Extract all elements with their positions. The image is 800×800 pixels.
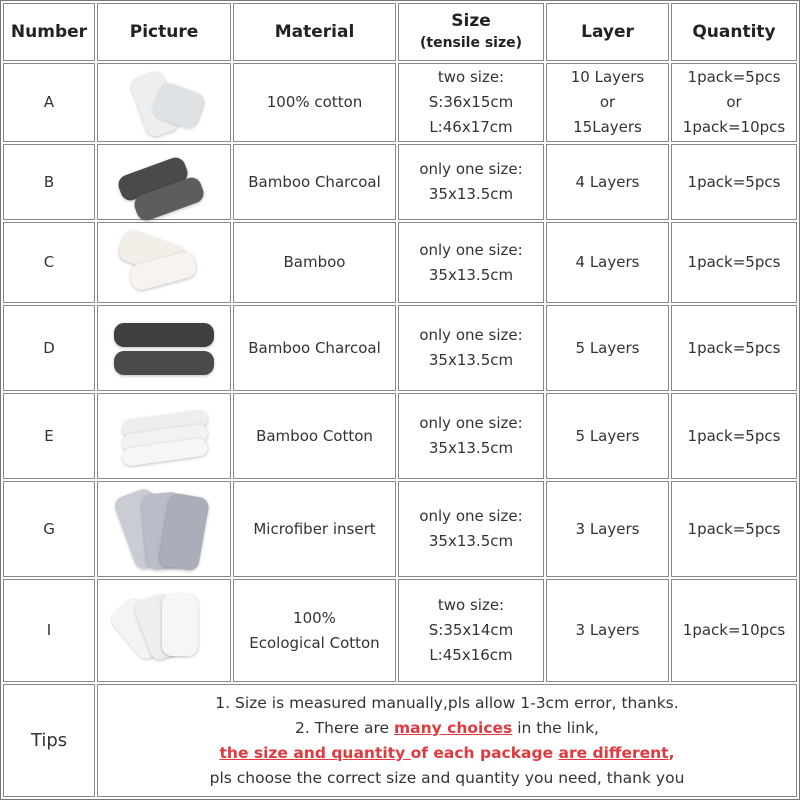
size-line: only one size:	[419, 160, 523, 179]
product-image-charcoal-insert	[98, 146, 230, 218]
product-picture	[97, 63, 231, 142]
product-picture	[97, 305, 231, 391]
layer-line: 3 Layers	[575, 519, 640, 538]
size-line: only one size:	[419, 414, 523, 433]
material-line: 100% cotton	[266, 93, 363, 112]
size-line: S:35x14cm	[428, 621, 514, 640]
quantity	[671, 144, 797, 220]
insert-shape	[114, 323, 214, 347]
quantity-line: 1pack=5pcs	[687, 172, 781, 191]
quantity	[671, 305, 797, 391]
header-size-sub: (tensile size)	[419, 35, 523, 52]
row-number: C	[3, 222, 95, 303]
header-layer: Layer	[546, 3, 669, 61]
material	[233, 393, 396, 479]
product-image-gathered-charcoal-insert	[98, 307, 230, 389]
layer-line: or	[599, 93, 616, 112]
row-number: G	[3, 481, 95, 577]
product-image-ecological-cotton-insert-fan	[98, 580, 230, 681]
material	[233, 481, 396, 577]
tip-text: 2. There are	[294, 718, 395, 737]
size-line: 35x13.5cm	[428, 532, 514, 551]
layer	[546, 393, 669, 479]
tips-label: Tips	[3, 684, 95, 797]
table-row	[3, 579, 797, 682]
tip-text: in the link,	[512, 718, 599, 737]
layer-line: 5 Layers	[575, 338, 640, 357]
table-row	[3, 481, 797, 577]
quantity	[671, 63, 797, 142]
quantity	[671, 222, 797, 303]
material-line: Bamboo Charcoal	[248, 338, 381, 357]
size	[398, 393, 544, 479]
header-size	[398, 3, 544, 61]
layer-line: 15Layers	[573, 118, 642, 137]
tip-highlight: ,	[668, 743, 675, 762]
material-line: Ecological Cotton	[249, 633, 380, 652]
quantity	[671, 393, 797, 479]
quantity-line: 1pack=10pcs	[682, 621, 786, 640]
table-row	[3, 63, 797, 142]
product-image-bamboo-cotton-insert-stack	[98, 395, 230, 477]
header-material: Material	[233, 3, 396, 61]
tip-highlight: the size and quantity	[219, 743, 411, 762]
size-line: 35x13.5cm	[428, 351, 514, 370]
table-row	[3, 222, 797, 303]
material	[233, 305, 396, 391]
product-picture	[97, 222, 231, 303]
quantity-line: 1pack=10pcs	[682, 118, 786, 137]
layer	[546, 579, 669, 682]
tip-line-4: pls choose the correct size and quantity you need, thank you	[209, 768, 685, 787]
header-number: Number	[3, 3, 95, 61]
tip-highlight: many choices	[394, 718, 513, 737]
tip-line-1: 1. Size is measured manually,pls allow 1-3cm error, thanks.	[215, 693, 679, 712]
table-row	[3, 144, 797, 220]
size-line: S:36x15cm	[428, 93, 514, 112]
layer	[546, 222, 669, 303]
product-image-bamboo-insert	[98, 224, 230, 301]
layer	[546, 305, 669, 391]
material-line: Bamboo Charcoal	[248, 172, 381, 191]
material	[233, 222, 396, 303]
size-line: L:46x17cm	[429, 118, 513, 137]
product-picture	[97, 144, 231, 220]
size-line: two size:	[437, 596, 505, 615]
header-row	[3, 3, 797, 61]
size-line: 35x13.5cm	[428, 185, 514, 204]
product-image-white-cotton-insert	[98, 65, 230, 140]
quantity-line: 1pack=5pcs	[687, 426, 781, 445]
table-row	[3, 305, 797, 391]
header-picture: Picture	[97, 3, 231, 61]
product-picture	[97, 579, 231, 682]
material	[233, 63, 396, 142]
layer-line: 3 Layers	[575, 621, 640, 640]
row-number: E	[3, 393, 95, 479]
material	[233, 579, 396, 682]
size-line: 35x13.5cm	[428, 439, 514, 458]
layer	[546, 144, 669, 220]
material	[233, 144, 396, 220]
size-line: L:45x16cm	[429, 646, 513, 665]
size-line: 35x13.5cm	[428, 265, 514, 284]
size-line: two size:	[437, 68, 505, 87]
insert-shape	[114, 351, 214, 375]
product-image-microfiber-insert-fan	[98, 483, 230, 575]
tip-highlight: of each package	[410, 743, 559, 762]
quantity-line: or	[726, 93, 742, 112]
product-picture	[97, 393, 231, 479]
size	[398, 222, 544, 303]
tip-line-3	[98, 741, 796, 766]
material-line: 100%	[293, 608, 336, 627]
tips-content	[97, 684, 797, 797]
size	[398, 579, 544, 682]
table-row	[3, 393, 797, 479]
quantity-line: 1pack=5pcs	[687, 338, 781, 357]
layer	[546, 63, 669, 142]
size-line: only one size:	[419, 240, 523, 259]
layer	[546, 481, 669, 577]
layer-line: 10 Layers	[570, 68, 645, 87]
size	[398, 63, 544, 142]
insert-shape	[162, 594, 198, 656]
material-line: Bamboo	[283, 253, 346, 272]
row-number: D	[3, 305, 95, 391]
material-line: Bamboo Cotton	[256, 426, 373, 445]
size-line: only one size:	[419, 326, 523, 345]
size	[398, 481, 544, 577]
layer-line: 4 Layers	[575, 172, 640, 191]
quantity-line: 1pack=5pcs	[687, 519, 781, 538]
product-picture	[97, 481, 231, 577]
layer-line: 4 Layers	[575, 253, 640, 272]
header-quantity: Quantity	[671, 3, 797, 61]
header-size-label: Size	[451, 11, 491, 32]
size-line: only one size:	[419, 507, 523, 526]
quantity	[671, 481, 797, 577]
tip-highlight: are different	[558, 743, 669, 762]
layer-line: 5 Layers	[575, 426, 640, 445]
row-number: I	[3, 579, 95, 682]
material-line: Microfiber insert	[253, 519, 376, 538]
row-number: A	[3, 63, 95, 142]
size	[398, 305, 544, 391]
tip-line-2	[98, 716, 796, 741]
quantity-line: 1pack=5pcs	[687, 253, 781, 272]
quantity-line: 1pack=5pcs	[687, 68, 781, 87]
tips-row	[3, 684, 797, 797]
size	[398, 144, 544, 220]
row-number: B	[3, 144, 95, 220]
quantity	[671, 579, 797, 682]
